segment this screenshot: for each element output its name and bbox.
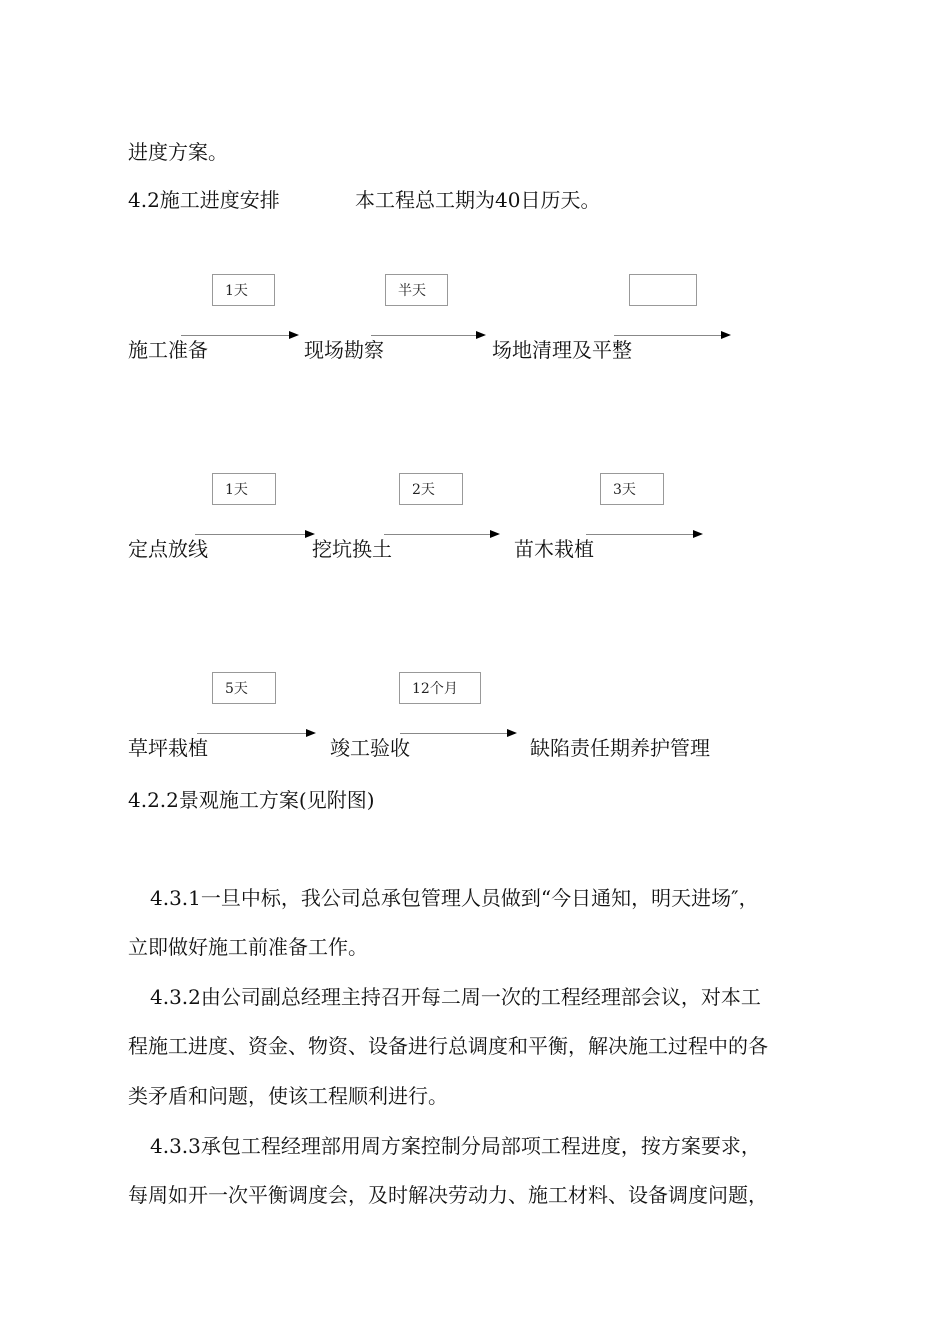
- flow-step: 苗木栽植: [514, 537, 594, 561]
- paragraph-4-3-3-line: 每周如开一次平衡调度会，及时解决劳动力、施工材料、设备调度问题，: [128, 1183, 768, 1207]
- flow-arrow: [586, 534, 701, 535]
- flow-arrow: [371, 335, 484, 336]
- flow-step: 草坪栽植: [128, 736, 208, 760]
- intro-line: 进度方案。: [128, 140, 228, 164]
- paragraph-4-3-2-line: 4.3.2由公司副总经理主持召开每二周一次的工程经理部会议，对本工: [150, 985, 761, 1009]
- paragraph-4-3-3-line: 4.3.3承包工程经理部用周方案控制分局部项工程进度，按方案要求，: [150, 1134, 761, 1158]
- duration-box: 5天: [212, 672, 276, 704]
- paragraph-4-3-2-line: 程施工进度、资金、物资、设备进行总调度和平衡，解决施工过程中的各: [128, 1034, 768, 1058]
- flow-step: 竣工验收: [330, 736, 410, 760]
- flow-arrow: [197, 733, 314, 734]
- flow-arrow: [614, 335, 729, 336]
- flow-step: 施工准备: [128, 338, 208, 362]
- flow-arrow: [384, 534, 498, 535]
- section-heading-4-2-2: 4.2.2景观施工方案(见附图): [128, 788, 375, 812]
- duration-box: 12个月: [399, 672, 481, 704]
- paragraph-4-3-1-line: 4.3.1一旦中标，我公司总承包管理人员做到“今日通知，明天进场″，: [150, 886, 759, 910]
- paragraph-4-3-2-line: 类矛盾和问题，使该工程顺利进行。: [128, 1084, 448, 1108]
- flow-step: 场地清理及平整: [492, 338, 632, 362]
- duration-box: [629, 274, 697, 306]
- flow-step: 挖坑换土: [312, 537, 392, 561]
- flow-step: 现场勘察: [304, 338, 384, 362]
- paragraph-4-3-1-line: 立即做好施工前准备工作。: [128, 935, 368, 959]
- flow-step: 定点放线: [128, 537, 208, 561]
- duration-box: 1天: [212, 274, 275, 306]
- duration-box: 3天: [600, 473, 664, 505]
- duration-box: 1天: [212, 473, 276, 505]
- section-heading-4-2: 4.2施工进度安排: [128, 188, 280, 212]
- flow-arrow: [400, 733, 515, 734]
- duration-box: 2天: [399, 473, 463, 505]
- flow-step: 缺陷责任期养护管理: [530, 736, 710, 760]
- duration-box: 半天: [385, 274, 448, 306]
- flow-arrow: [195, 534, 313, 535]
- flow-arrow: [181, 335, 297, 336]
- schedule-summary: 本工程总工期为40日历天。: [355, 188, 601, 212]
